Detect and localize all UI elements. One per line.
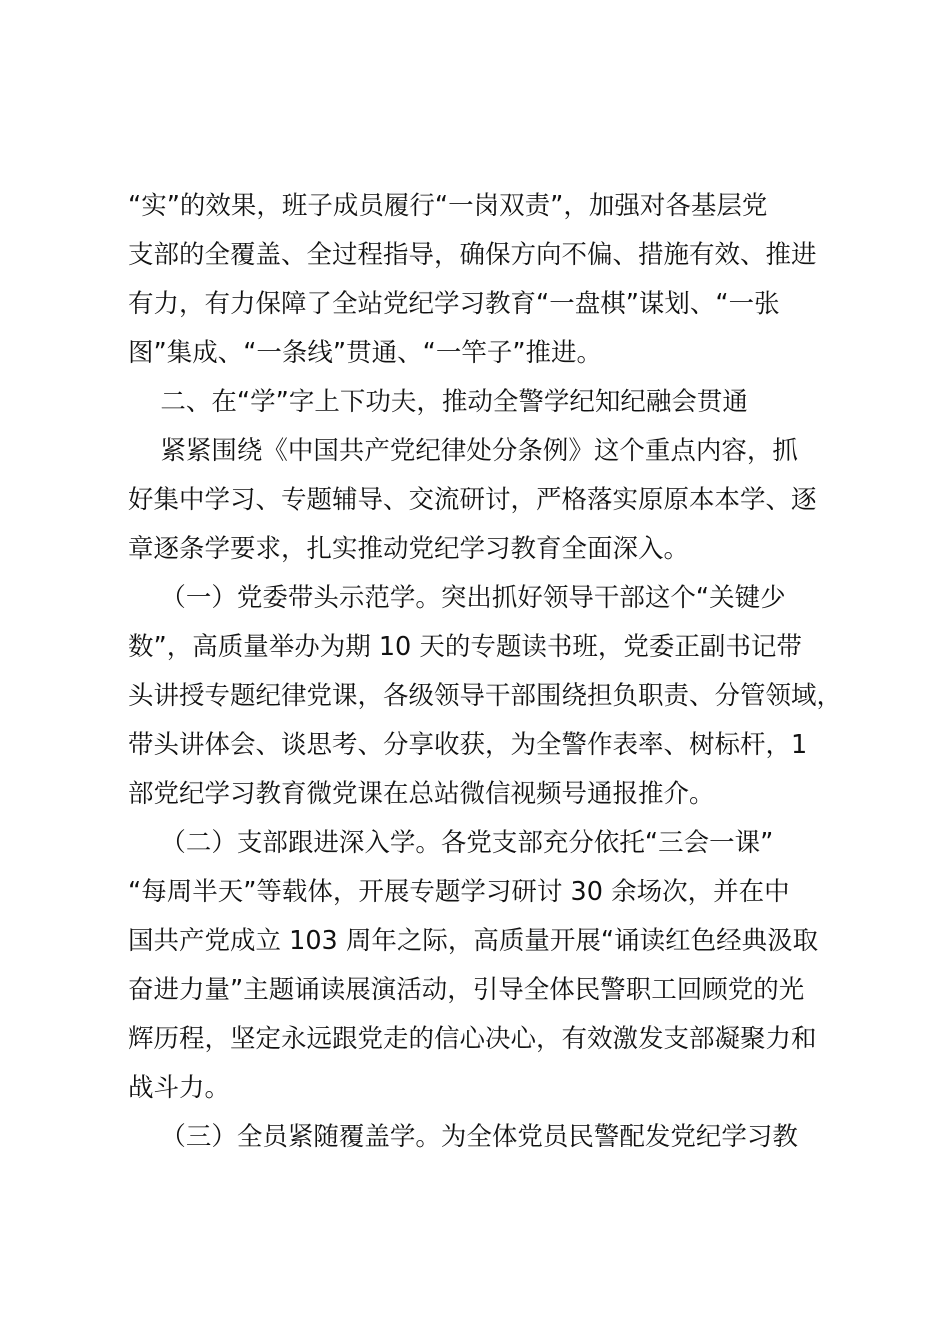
section-heading-2: 二、在“学”字上下功夫，推动全警学纪知纪融会贯通 [128, 387, 748, 417]
subsection-1-line-5: 部党纪学习教育微党课在总站微信视频号通报推介。 [128, 779, 715, 809]
text-line-1: “实”的效果，班子成员履行“一岗双责”，加强对各基层党 [128, 191, 768, 221]
subsection-2-line-1: （二）支部跟进深入学。各党支部充分依托“三会一课” [128, 828, 774, 858]
text-line-8: 章逐条学要求，扎实推动党纪学习教育全面深入。 [128, 534, 690, 564]
text-line-4: 图”集成、“一条线”贯通、“一竿子”推进。 [128, 338, 603, 368]
subsection-2-line-2: “每周半天”等载体，开展专题学习研讨 30 余场次，并在中 [128, 877, 790, 907]
subsection-2-line-6: 战斗力。 [128, 1073, 231, 1103]
text-line-3: 有力，有力保障了全站党纪学习教育“一盘棋”谋划、“一张 [128, 289, 780, 319]
text-line-2: 支部的全覆盖、全过程指导，确保方向不偏、措施有效、推进 [128, 240, 817, 270]
subsection-2-line-4: 奋进力量”主题诵读展演活动，引导全体民警职工回顾党的光 [128, 975, 805, 1005]
subsection-3-line-1: （三）全员紧随覆盖学。为全体党员民警配发党纪学习教 [128, 1122, 798, 1152]
subsection-2-line-5: 辉历程，坚定永远跟党走的信心决心，有效激发支部凝聚力和 [128, 1024, 817, 1054]
document-body [128, 182, 848, 1162]
subsection-1-line-4: 带头讲体会、谈思考、分享收获，为全警作表率、树标杆，1 [128, 730, 808, 760]
subsection-2-line-3: 国共产党成立 103 周年之际，高质量开展“诵读红色经典汲取 [128, 926, 819, 956]
text-line-6: 紧紧围绕《中国共产党纪律处分条例》这个重点内容，抓 [128, 436, 798, 466]
subsection-1-line-2: 数”，高质量举办为期 10 天的专题读书班，党委正副书记带 [128, 632, 802, 662]
text-line-7: 好集中学习、专题辅导、交流研讨，严格落实原原本本学、逐 [128, 485, 817, 515]
subsection-1-line-1: （一）党委带头示范学。突出抓好领导干部这个“关键少 [128, 583, 786, 613]
subsection-1-line-3: 头讲授专题纪律党课，各级领导干部围绕担负职责、分管领域， [128, 681, 843, 711]
